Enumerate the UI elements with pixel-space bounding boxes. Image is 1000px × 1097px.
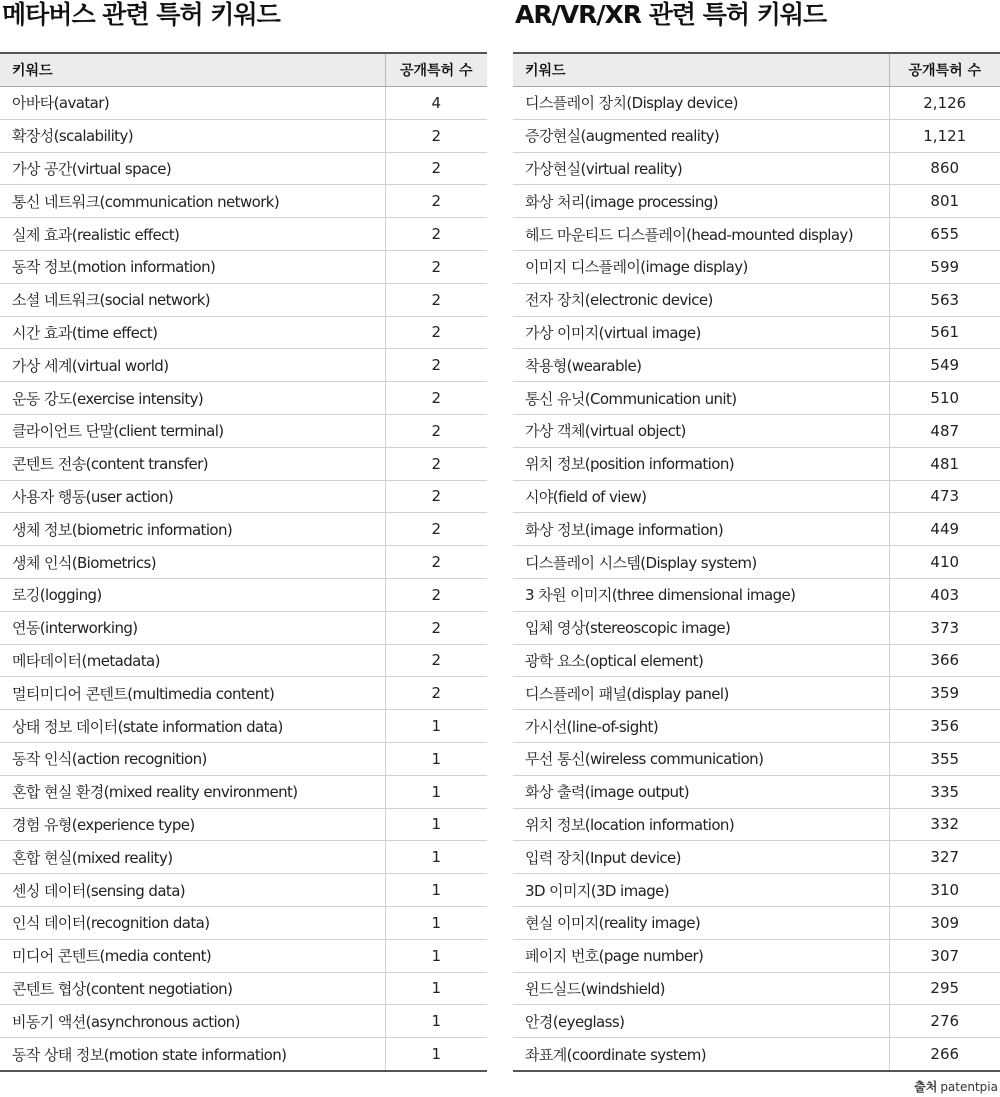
table-row	[513, 1038, 1000, 1071]
keyword-cell: 좌표계(coordinate system)	[513, 1038, 889, 1071]
table-row	[0, 939, 487, 972]
table-row	[513, 906, 1000, 939]
keyword-cell: 콘텐트 협상(content negotiation)	[0, 972, 385, 1005]
table-header-row	[513, 53, 1000, 87]
metaverse-table-title: 메타버스 관련 특허 키워드	[2, 0, 280, 29]
table-row	[513, 1005, 1000, 1038]
count-cell: 295	[889, 972, 1000, 1005]
table-row	[513, 382, 1000, 415]
table-row	[0, 546, 487, 579]
keyword-cell: 메타데이터(metadata)	[0, 644, 385, 677]
table-row	[0, 218, 487, 251]
count-cell: 2	[385, 382, 487, 415]
keyword-cell: 센싱 데이터(sensing data)	[0, 874, 385, 907]
table-row	[0, 578, 487, 611]
table-row	[513, 513, 1000, 546]
table-row	[513, 316, 1000, 349]
count-cell: 473	[889, 480, 1000, 513]
keyword-cell: 가상 이미지(virtual image)	[513, 316, 889, 349]
keyword-cell: 현실 이미지(reality image)	[513, 906, 889, 939]
keyword-cell: 3D 이미지(3D image)	[513, 874, 889, 907]
count-cell: 860	[889, 152, 1000, 185]
table-row	[513, 87, 1000, 120]
table-row	[0, 874, 487, 907]
table-row	[0, 447, 487, 480]
keyword-cell: 상태 정보 데이터(state information data)	[0, 710, 385, 743]
count-cell: 359	[889, 677, 1000, 710]
count-cell: 1,121	[889, 119, 1000, 152]
count-cell: 2	[385, 152, 487, 185]
keyword-cell: 통신 유닛(Communication unit)	[513, 382, 889, 415]
table-row	[0, 775, 487, 808]
count-cell: 1	[385, 1005, 487, 1038]
count-cell: 1	[385, 841, 487, 874]
keyword-cell: 소셜 네트워크(social network)	[0, 283, 385, 316]
count-column-header: 공개특허 수	[889, 53, 1000, 87]
table-row	[513, 250, 1000, 283]
count-cell: 1	[385, 972, 487, 1005]
table-row	[513, 808, 1000, 841]
table-row	[0, 742, 487, 775]
keyword-cell: 윈드실드(windshield)	[513, 972, 889, 1005]
count-cell: 563	[889, 283, 1000, 316]
count-cell: 801	[889, 185, 1000, 218]
table-row	[0, 480, 487, 513]
keyword-cell: 착용형(wearable)	[513, 349, 889, 382]
keyword-cell: 실제 효과(realistic effect)	[0, 218, 385, 251]
table-row	[0, 87, 487, 120]
table-row	[0, 513, 487, 546]
keyword-cell: 디스플레이 패널(display panel)	[513, 677, 889, 710]
keyword-cell: 화상 처리(image processing)	[513, 185, 889, 218]
keyword-cell: 혼합 현실 환경(mixed reality environment)	[0, 775, 385, 808]
table-row	[513, 447, 1000, 480]
keyword-cell: 디스플레이 시스템(Display system)	[513, 546, 889, 579]
keyword-cell: 콘텐트 전송(content transfer)	[0, 447, 385, 480]
keyword-cell: 동작 정보(motion information)	[0, 250, 385, 283]
count-cell: 327	[889, 841, 1000, 874]
count-cell: 355	[889, 742, 1000, 775]
count-cell: 599	[889, 250, 1000, 283]
keyword-cell: 입체 영상(stereoscopic image)	[513, 611, 889, 644]
count-cell: 335	[889, 775, 1000, 808]
table-row	[513, 775, 1000, 808]
table-row	[513, 218, 1000, 251]
table-row	[513, 611, 1000, 644]
metaverse-table-body	[0, 87, 487, 1071]
count-cell: 549	[889, 349, 1000, 382]
count-cell: 1	[385, 1038, 487, 1071]
count-cell: 366	[889, 644, 1000, 677]
count-cell: 2	[385, 546, 487, 579]
keyword-cell: 가상 세계(virtual world)	[0, 349, 385, 382]
keyword-cell: 무선 통신(wireless communication)	[513, 742, 889, 775]
table-row	[0, 841, 487, 874]
table-row	[513, 152, 1000, 185]
table-row	[513, 939, 1000, 972]
table-row	[0, 808, 487, 841]
table-row	[513, 414, 1000, 447]
keyword-cell: 인식 데이터(recognition data)	[0, 906, 385, 939]
arvrxr-keyword-panel	[513, 0, 1000, 1072]
count-cell: 410	[889, 546, 1000, 579]
table-row	[513, 874, 1000, 907]
keyword-cell: 동작 상태 정보(motion state information)	[0, 1038, 385, 1071]
count-cell: 356	[889, 710, 1000, 743]
count-cell: 332	[889, 808, 1000, 841]
count-cell: 487	[889, 414, 1000, 447]
table-row	[0, 414, 487, 447]
table-row	[0, 185, 487, 218]
table-row	[0, 677, 487, 710]
source-label: 출처	[914, 1080, 938, 1094]
table-row	[513, 841, 1000, 874]
keyword-cell: 위치 정보(location information)	[513, 808, 889, 841]
keyword-cell: 가상현실(virtual reality)	[513, 152, 889, 185]
count-cell: 2	[385, 316, 487, 349]
table-row	[513, 578, 1000, 611]
count-cell: 309	[889, 906, 1000, 939]
keyword-cell: 안경(eyeglass)	[513, 1005, 889, 1038]
count-cell: 1	[385, 808, 487, 841]
keyword-cell: 가상 객체(virtual object)	[513, 414, 889, 447]
source-name: patentpia	[940, 1080, 998, 1094]
table-row	[513, 677, 1000, 710]
table-row	[0, 119, 487, 152]
table-row	[513, 480, 1000, 513]
keyword-cell: 광학 요소(optical element)	[513, 644, 889, 677]
keyword-cell: 운동 강도(exercise intensity)	[0, 382, 385, 415]
table-row	[513, 644, 1000, 677]
table-row	[513, 185, 1000, 218]
count-cell: 655	[889, 218, 1000, 251]
keyword-cell: 페이지 번호(page number)	[513, 939, 889, 972]
keyword-cell: 클라이언트 단말(client terminal)	[0, 414, 385, 447]
keyword-cell: 증강현실(augmented reality)	[513, 119, 889, 152]
count-cell: 1	[385, 906, 487, 939]
keyword-cell: 사용자 행동(user action)	[0, 480, 385, 513]
count-cell: 266	[889, 1038, 1000, 1071]
count-cell: 2	[385, 578, 487, 611]
count-cell: 2	[385, 480, 487, 513]
count-cell: 1	[385, 939, 487, 972]
count-cell: 1	[385, 775, 487, 808]
keyword-cell: 시야(field of view)	[513, 480, 889, 513]
keyword-cell: 가상 공간(virtual space)	[0, 152, 385, 185]
count-cell: 2,126	[889, 87, 1000, 120]
arvrxr-table-title: AR/VR/XR 관련 특허 키워드	[515, 0, 827, 29]
table-row	[513, 742, 1000, 775]
count-cell: 2	[385, 513, 487, 546]
keyword-column-header: 키워드	[0, 53, 385, 87]
keyword-cell: 3 차원 이미지(three dimensional image)	[513, 578, 889, 611]
keyword-cell: 이미지 디스플레이(image display)	[513, 250, 889, 283]
table-row	[0, 349, 487, 382]
arvrxr-table-body	[513, 87, 1000, 1071]
table-row	[513, 119, 1000, 152]
keyword-cell: 시간 효과(time effect)	[0, 316, 385, 349]
count-cell: 403	[889, 578, 1000, 611]
keyword-column-header: 키워드	[513, 53, 889, 87]
keyword-cell: 입력 장치(Input device)	[513, 841, 889, 874]
keyword-cell: 생체 인식(Biometrics)	[0, 546, 385, 579]
count-cell: 276	[889, 1005, 1000, 1038]
keyword-cell: 전자 장치(electronic device)	[513, 283, 889, 316]
table-row	[513, 349, 1000, 382]
keyword-cell: 확장성(scalability)	[0, 119, 385, 152]
count-cell: 1	[385, 742, 487, 775]
keyword-cell: 헤드 마운티드 디스플레이(head-mounted display)	[513, 218, 889, 251]
count-cell: 1	[385, 710, 487, 743]
keyword-cell: 미디어 콘텐트(media content)	[0, 939, 385, 972]
keyword-cell: 가시선(line-of-sight)	[513, 710, 889, 743]
table-header-row	[0, 53, 487, 87]
table-row	[513, 546, 1000, 579]
table-row	[0, 382, 487, 415]
keyword-cell: 아바타(avatar)	[0, 87, 385, 120]
table-row	[513, 283, 1000, 316]
count-cell: 2	[385, 677, 487, 710]
count-cell: 481	[889, 447, 1000, 480]
keyword-cell: 경험 유형(experience type)	[0, 808, 385, 841]
count-cell: 2	[385, 283, 487, 316]
keyword-cell: 동작 인식(action recognition)	[0, 742, 385, 775]
count-cell: 307	[889, 939, 1000, 972]
count-cell: 2	[385, 611, 487, 644]
count-cell: 2	[385, 250, 487, 283]
count-cell: 2	[385, 119, 487, 152]
table-row	[0, 972, 487, 1005]
count-cell: 2	[385, 447, 487, 480]
keyword-cell: 디스플레이 장치(Display device)	[513, 87, 889, 120]
keyword-cell: 멀티미디어 콘텐트(multimedia content)	[0, 677, 385, 710]
table-row	[0, 152, 487, 185]
count-cell: 310	[889, 874, 1000, 907]
arvrxr-keyword-table	[513, 52, 1000, 1072]
count-cell: 2	[385, 414, 487, 447]
count-cell: 2	[385, 218, 487, 251]
metaverse-keyword-panel	[0, 0, 487, 1072]
keyword-cell: 혼합 현실(mixed reality)	[0, 841, 385, 874]
keyword-cell: 화상 출력(image output)	[513, 775, 889, 808]
keyword-cell: 화상 정보(image information)	[513, 513, 889, 546]
table-row	[0, 611, 487, 644]
table-row	[0, 710, 487, 743]
table-row	[0, 1038, 487, 1071]
keyword-cell: 로깅(logging)	[0, 578, 385, 611]
metaverse-keyword-table	[0, 52, 487, 1072]
keyword-cell: 비동기 액션(asynchronous action)	[0, 1005, 385, 1038]
count-cell: 2	[385, 185, 487, 218]
keyword-cell: 통신 네트워크(communication network)	[0, 185, 385, 218]
table-row	[0, 316, 487, 349]
count-cell: 510	[889, 382, 1000, 415]
table-row	[513, 972, 1000, 1005]
count-cell: 2	[385, 644, 487, 677]
count-cell: 561	[889, 316, 1000, 349]
table-row	[0, 250, 487, 283]
table-row	[0, 906, 487, 939]
keyword-cell: 위치 정보(position information)	[513, 447, 889, 480]
table-row	[0, 1005, 487, 1038]
source-credit	[914, 1078, 998, 1095]
keyword-cell: 생체 정보(biometric information)	[0, 513, 385, 546]
table-row	[0, 283, 487, 316]
count-cell: 1	[385, 874, 487, 907]
count-cell: 373	[889, 611, 1000, 644]
count-column-header: 공개특허 수	[385, 53, 487, 87]
table-row	[0, 644, 487, 677]
count-cell: 4	[385, 87, 487, 120]
table-row	[513, 710, 1000, 743]
keyword-cell: 연동(interworking)	[0, 611, 385, 644]
count-cell: 449	[889, 513, 1000, 546]
count-cell: 2	[385, 349, 487, 382]
